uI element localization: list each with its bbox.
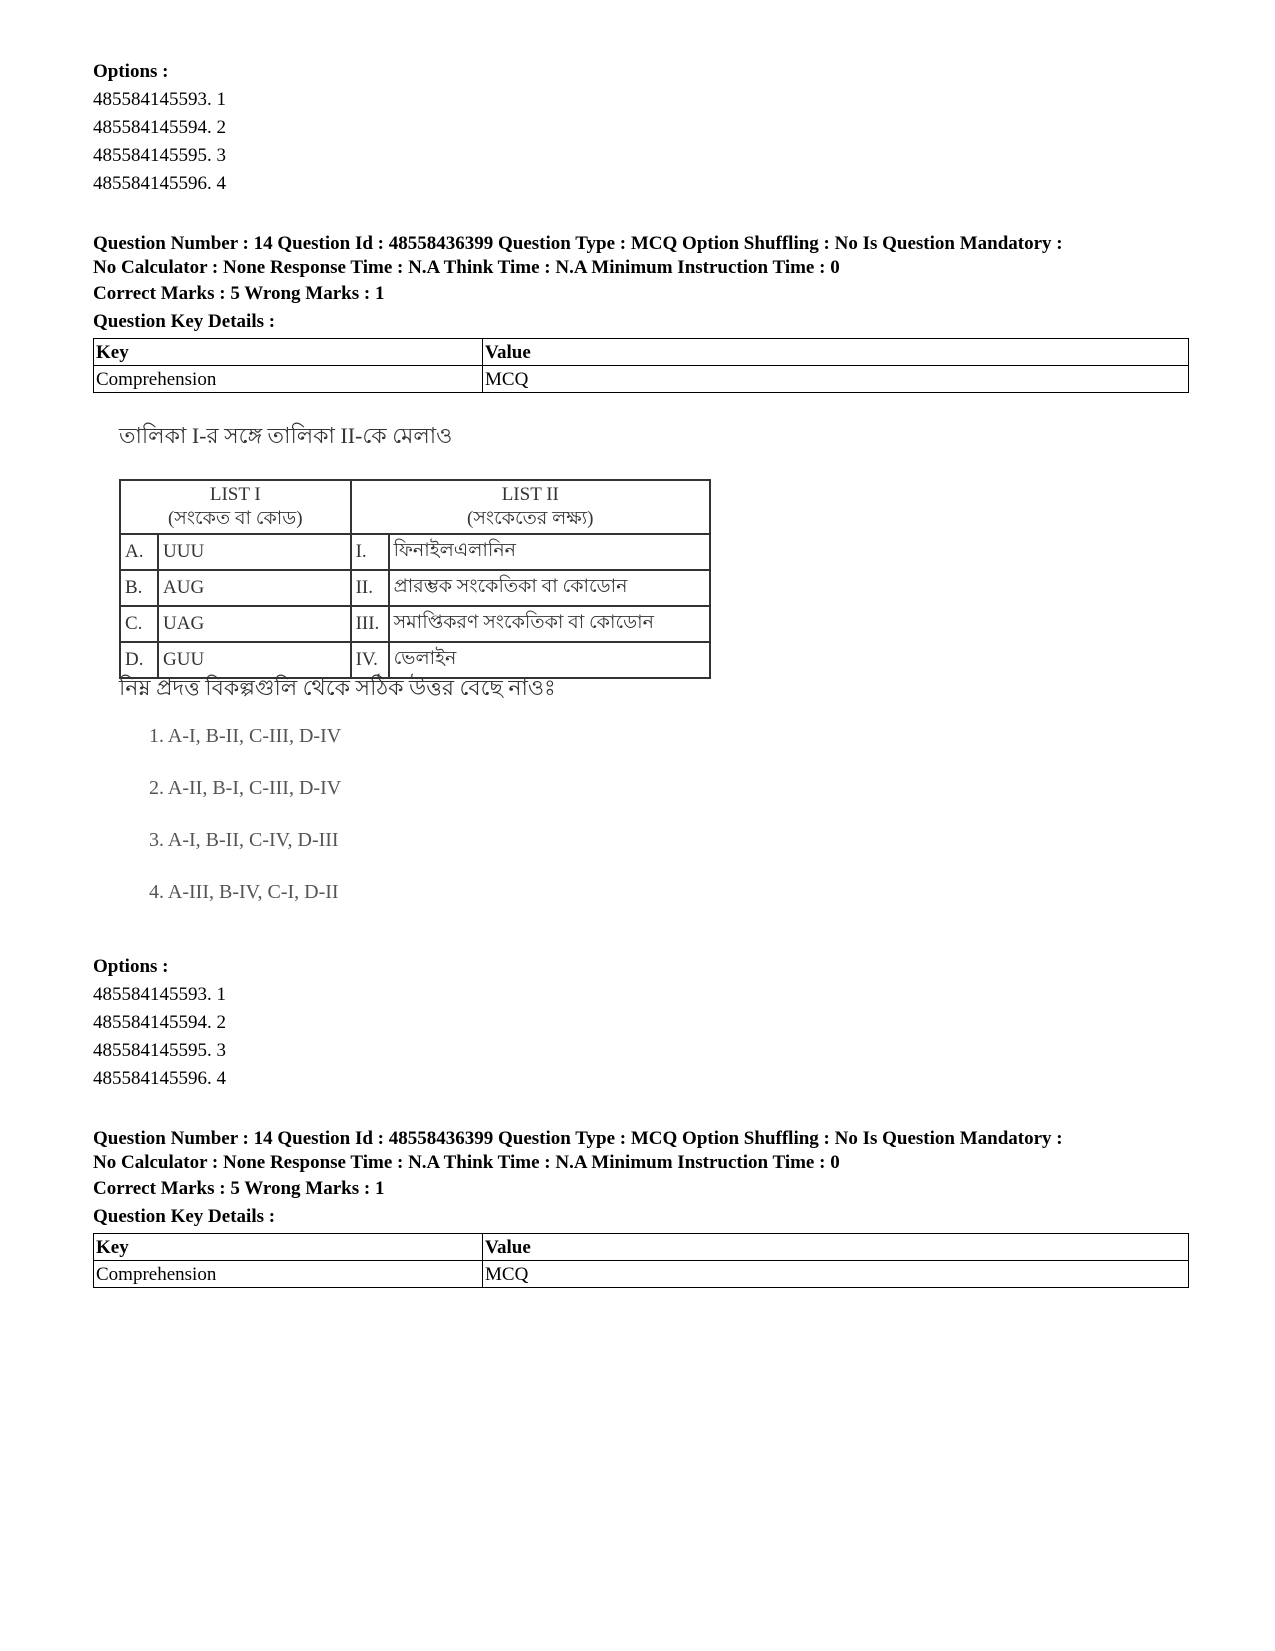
key-details-heading: Question Key Details : <box>93 311 276 332</box>
marks-line: Correct Marks : 5 Wrong Marks : 1 <box>93 1178 385 1199</box>
option-item: 485584145594. 2 <box>93 1012 226 1033</box>
question-meta-line: Question Number : 14 Question Id : 48558436399 Question Type : MCQ Option Shuffling : No Is Question Mandatory : <box>93 1128 1063 1149</box>
list2-title: LIST II <box>501 484 559 505</box>
question-meta-line: No Calculator : None Response Time : N.A Think Time : N.A Minimum Instruction Time : 0 <box>93 257 840 278</box>
match-header-row <box>120 480 710 534</box>
table-header-row <box>94 339 1189 366</box>
options-heading: Options : <box>93 956 169 977</box>
option-item: 485584145593. 1 <box>93 89 226 110</box>
match-code: GUU <box>158 642 351 678</box>
question-meta-block <box>93 1127 1193 1288</box>
match-code: UAG <box>158 606 351 642</box>
options-block-top <box>93 58 1193 198</box>
document-page <box>93 58 1193 1288</box>
match-label: B. <box>120 570 158 606</box>
marks-line: Correct Marks : 5 Wrong Marks : 1 <box>93 283 385 304</box>
list1-title: LIST I <box>209 484 261 505</box>
match-label: IV. <box>351 642 389 678</box>
match-target: সমাপ্তিকরণ সংকেতিকা বা কোডোন <box>389 606 710 642</box>
answer-choice: 1. A-I, B-II, C-III, D-IV <box>149 725 342 747</box>
answer-choice: 4. A-III, B-IV, C-I, D-II <box>149 881 339 903</box>
table-row <box>94 1261 1189 1288</box>
option-item: 485584145596. 4 <box>93 1068 226 1089</box>
list2-subtitle: (সংকেতের লক্ষ্য) <box>467 508 594 529</box>
match-row <box>120 534 710 570</box>
question-meta-block <box>93 232 1193 393</box>
key-details-table <box>93 1233 1189 1288</box>
options-block-middle <box>93 953 1193 1093</box>
key-details-table <box>93 338 1189 393</box>
match-row <box>120 606 710 642</box>
table-cell: Comprehension <box>94 1261 483 1288</box>
match-table <box>119 479 711 679</box>
match-target: ফিনাইলএলানিন <box>389 534 710 570</box>
question-meta-line: No Calculator : None Response Time : N.A Think Time : N.A Minimum Instruction Time : 0 <box>93 1152 840 1173</box>
list2-header <box>351 480 710 534</box>
table-header-cell: Value <box>483 339 1189 366</box>
answer-choice: 2. A-II, B-I, C-III, D-IV <box>149 777 342 799</box>
option-item: 485584145593. 1 <box>93 984 226 1005</box>
table-header-row <box>94 1234 1189 1261</box>
option-item: 485584145594. 2 <box>93 117 226 138</box>
table-cell: Comprehension <box>94 366 483 393</box>
question-instruction: নিম্ন প্রদত্ত বিকল্পগুলি থেকে সঠিক উত্তর বেছে নাওঃ <box>119 675 556 700</box>
match-target: ভেলাইন <box>389 642 710 678</box>
table-header-cell: Key <box>94 339 483 366</box>
question-stem: তালিকা I-র সঙ্গে তালিকা II-কে মেলাও <box>119 423 453 448</box>
table-row <box>94 366 1189 393</box>
match-code: AUG <box>158 570 351 606</box>
match-label: A. <box>120 534 158 570</box>
key-details-heading: Question Key Details : <box>93 1206 276 1227</box>
match-target: প্রারম্ভক সংকেতিকা বা কোডোন <box>389 570 710 606</box>
match-label: I. <box>351 534 389 570</box>
match-code: UUU <box>158 534 351 570</box>
question-image <box>119 413 739 933</box>
match-row <box>120 570 710 606</box>
match-label: III. <box>351 606 389 642</box>
list1-header <box>120 480 351 534</box>
option-item: 485584145595. 3 <box>93 145 226 166</box>
table-cell: MCQ <box>483 1261 1189 1288</box>
match-label: C. <box>120 606 158 642</box>
list1-subtitle: (সংকেত বা কোড) <box>167 508 303 529</box>
option-item: 485584145595. 3 <box>93 1040 226 1061</box>
match-label: II. <box>351 570 389 606</box>
answer-choice: 3. A-I, B-II, C-IV, D-III <box>149 829 339 851</box>
match-label: D. <box>120 642 158 678</box>
table-header-cell: Value <box>483 1234 1189 1261</box>
table-header-cell: Key <box>94 1234 483 1261</box>
question-meta-line: Question Number : 14 Question Id : 48558436399 Question Type : MCQ Option Shuffling : No Is Question Mandatory : <box>93 233 1063 254</box>
option-item: 485584145596. 4 <box>93 173 226 194</box>
table-cell: MCQ <box>483 366 1189 393</box>
options-heading: Options : <box>93 61 169 82</box>
